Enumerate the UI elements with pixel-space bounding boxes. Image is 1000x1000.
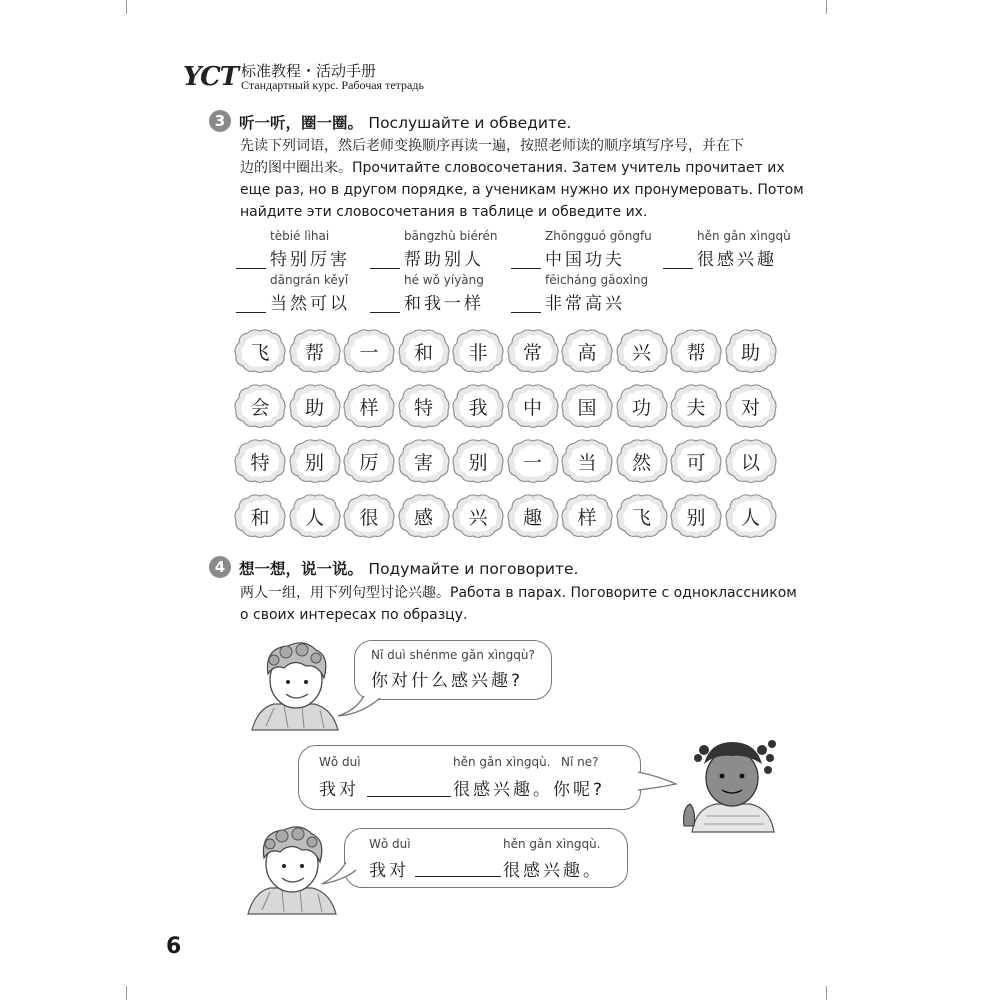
section-4-title-zh: 想一想，说一说。: [239, 560, 364, 578]
grid-character: 功: [631, 397, 651, 419]
section-3-instructions: [240, 135, 804, 223]
grid-cell[interactable]: [506, 383, 560, 429]
grid-character: 飞: [250, 342, 270, 364]
grid-character: 人: [740, 507, 760, 529]
grid-character: 特: [250, 452, 270, 474]
grid-cell[interactable]: [288, 383, 342, 429]
phrase-pinyin: fēicháng gāoxìng: [545, 273, 649, 287]
grid-cell[interactable]: [724, 493, 778, 539]
grid-character: 我: [468, 397, 488, 419]
grid-character: 助: [304, 397, 324, 419]
phrase-pinyin: hé wǒ yíyàng: [404, 273, 484, 287]
grid-character: 别: [304, 452, 324, 474]
grid-character: 飞: [631, 507, 651, 529]
grid-character: 一: [359, 342, 379, 364]
phrase-hanzi: 当然可以: [270, 294, 350, 314]
phrase-item: [236, 229, 386, 275]
grid-character: 以: [740, 452, 760, 474]
grid-cell[interactable]: [397, 493, 451, 539]
grid-cell[interactable]: [669, 328, 723, 374]
grid-cell[interactable]: [669, 438, 723, 484]
grid-character: 和: [250, 507, 270, 529]
grid-character: 帮: [686, 342, 706, 364]
grid-cell[interactable]: [669, 383, 723, 429]
grid-character: 非: [468, 342, 488, 364]
grid-character: 很: [359, 507, 379, 529]
grid-character: 夫: [686, 397, 706, 419]
grid-cell[interactable]: [615, 438, 669, 484]
grid-cell[interactable]: [615, 493, 669, 539]
grid-character: 样: [359, 397, 379, 419]
instruction-line: 边的图中圈出来。Прочитайте словосочетания. Затем учитель прочитает их: [240, 160, 785, 176]
grid-character: 和: [413, 342, 433, 364]
crop-mark: [826, 986, 827, 1000]
phrase-item: [370, 273, 520, 319]
grid-character: 常: [522, 342, 542, 364]
crop-mark: [826, 0, 827, 14]
section-3-title: [239, 111, 571, 133]
answer-blank[interactable]: [236, 268, 266, 269]
phrase-pinyin: hěn gǎn xìngqù: [697, 229, 791, 243]
bubble-pinyin-a: Wǒ duì: [319, 755, 361, 769]
bubble-hanzi-b: 很感兴趣。: [503, 861, 603, 881]
grid-character: 一: [522, 452, 542, 474]
crop-mark: [126, 0, 127, 14]
grid-cell[interactable]: [342, 493, 396, 539]
grid-cell[interactable]: [724, 438, 778, 484]
boy-illustration: [244, 638, 344, 736]
grid-cell[interactable]: [342, 383, 396, 429]
grid-character: 别: [468, 452, 488, 474]
grid-cell[interactable]: [397, 383, 451, 429]
fill-in-blank[interactable]: [415, 876, 501, 877]
grid-cell[interactable]: [560, 383, 614, 429]
grid-cell[interactable]: [233, 383, 287, 429]
grid-cell[interactable]: [397, 438, 451, 484]
phrase-item: [511, 273, 661, 319]
answer-blank[interactable]: [370, 312, 400, 313]
grid-cell[interactable]: [669, 493, 723, 539]
section-3-title-zh: 听一听，圈一圈。: [239, 114, 364, 132]
grid-character: 然: [631, 452, 651, 474]
phrase-item: [370, 229, 520, 275]
bubble-hanzi-a: 我对: [319, 780, 359, 800]
phrase-hanzi: 和我一样: [404, 294, 484, 314]
header-title-ru: Стандартный курс. Рабочая тетрадь: [241, 78, 424, 92]
yct-logo: YCT: [183, 62, 239, 92]
grid-character: 兴: [468, 507, 488, 529]
bubble-pinyin-c: Nǐ ne?: [561, 755, 599, 769]
grid-cell[interactable]: [724, 383, 778, 429]
grid-character: 感: [413, 507, 433, 529]
grid-character: 厉: [359, 452, 379, 474]
grid-character: 帮: [304, 342, 324, 364]
bubble-tail: [318, 860, 358, 888]
phrase-pinyin: bāngzhù biérén: [404, 229, 498, 243]
grid-cell[interactable]: [288, 438, 342, 484]
grid-character: 会: [250, 397, 270, 419]
grid-cell[interactable]: [724, 328, 778, 374]
grid-cell[interactable]: [560, 493, 614, 539]
header-title-zh: 标准教程・活动手册: [241, 62, 377, 80]
grid-character: 兴: [631, 342, 651, 364]
grid-character: 助: [740, 342, 760, 364]
phrase-pinyin: dāngrán kěyǐ: [270, 273, 349, 287]
grid-character: 可: [686, 452, 706, 474]
instruction-line: 两人一组，用下列句型讨论兴趣。Работа в парах. Поговорите с одноклассником: [240, 585, 797, 601]
grid-cell[interactable]: [342, 438, 396, 484]
bubble-tail: [334, 696, 394, 720]
crop-mark: [126, 986, 127, 1000]
phrase-pinyin: tèbié lìhai: [270, 229, 330, 243]
grid-cell[interactable]: [288, 328, 342, 374]
grid-cell[interactable]: [342, 328, 396, 374]
grid-character: 特: [413, 397, 433, 419]
instruction-line: еще раз, но в другом порядке, а ученикам нужно их пронумеровать. Потом: [240, 182, 804, 198]
grid-cell[interactable]: [451, 383, 505, 429]
grid-character: 中: [522, 397, 542, 419]
bubble-hanzi-b: 很感兴趣。你呢?: [453, 780, 606, 800]
section-4-instructions: [240, 582, 800, 626]
grid-cell[interactable]: [615, 328, 669, 374]
answer-blank[interactable]: [511, 312, 541, 313]
grid-cell[interactable]: [288, 493, 342, 539]
section-4-title: [239, 557, 578, 579]
grid-cell[interactable]: [506, 493, 560, 539]
girl-illustration: [676, 728, 784, 836]
bubble-hanzi: 你对什么感兴趣?: [371, 671, 524, 691]
grid-character: 国: [577, 397, 597, 419]
grid-cell[interactable]: [506, 438, 560, 484]
grid-cell[interactable]: [397, 328, 451, 374]
grid-cell[interactable]: [451, 438, 505, 484]
fill-in-blank[interactable]: [367, 796, 451, 797]
instruction-line: 先读下列词语，然后老师变换顺序再读一遍，按照老师读的顺序填写序号，并在下: [240, 138, 744, 154]
grid-cell[interactable]: [560, 328, 614, 374]
phrase-hanzi: 非常高兴: [545, 294, 625, 314]
grid-cell[interactable]: [560, 438, 614, 484]
section-4-number: 4: [209, 556, 231, 578]
phrase-hanzi: 中国功夫: [545, 250, 625, 270]
phrase-hanzi: 很感兴趣: [697, 250, 777, 270]
answer-blank[interactable]: [236, 312, 266, 313]
bubble-hanzi-a: 我对: [369, 861, 409, 881]
page-number: 6: [166, 934, 182, 959]
phrase-hanzi: 帮助别人: [404, 250, 484, 270]
phrase-hanzi: 特别厉害: [270, 250, 350, 270]
grid-character: 样: [577, 507, 597, 529]
phrase-pinyin: Zhōngguó gōngfu: [545, 229, 652, 243]
section-4-title-ru: Подумайте и поговорите.: [368, 560, 579, 578]
instruction-line: о своих интересах по образцу.: [240, 607, 468, 623]
bubble-pinyin-b: hěn gǎn xìngqù.: [453, 755, 551, 769]
speech-bubble-question: [354, 640, 552, 700]
grid-character: 当: [577, 452, 597, 474]
bubble-tail: [632, 770, 682, 794]
grid-character: 趣: [522, 507, 542, 529]
grid-cell[interactable]: [233, 328, 287, 374]
bubble-pinyin: Nǐ duì shénme gǎn xìngqù?: [371, 648, 535, 662]
speech-bubble-answer-with-question: [298, 745, 641, 810]
phrase-item: [663, 229, 813, 275]
grid-cell[interactable]: [451, 328, 505, 374]
grid-character: 对: [740, 397, 760, 419]
speech-bubble-answer: [344, 828, 628, 888]
bubble-pinyin-b: hěn gǎn xìngqù.: [503, 837, 601, 851]
grid-character: 人: [304, 507, 324, 529]
phrase-item: [511, 229, 661, 275]
grid-character: 别: [686, 507, 706, 529]
instruction-line: найдите эти словосочетания в таблице и обведите их.: [240, 204, 648, 220]
section-3-title-ru: Послушайте и обведите.: [368, 114, 572, 132]
grid-cell[interactable]: [451, 493, 505, 539]
answer-blank[interactable]: [663, 268, 693, 269]
grid-cell[interactable]: [233, 438, 287, 484]
section-3-number: 3: [209, 110, 231, 132]
bubble-pinyin-a: Wǒ duì: [369, 837, 411, 851]
grid-cell[interactable]: [233, 493, 287, 539]
answer-blank[interactable]: [370, 268, 400, 269]
grid-cell[interactable]: [506, 328, 560, 374]
grid-cell[interactable]: [615, 383, 669, 429]
phrase-item: [236, 273, 386, 319]
grid-character: 害: [413, 452, 433, 474]
grid-character: 高: [577, 342, 597, 364]
answer-blank[interactable]: [511, 268, 541, 269]
